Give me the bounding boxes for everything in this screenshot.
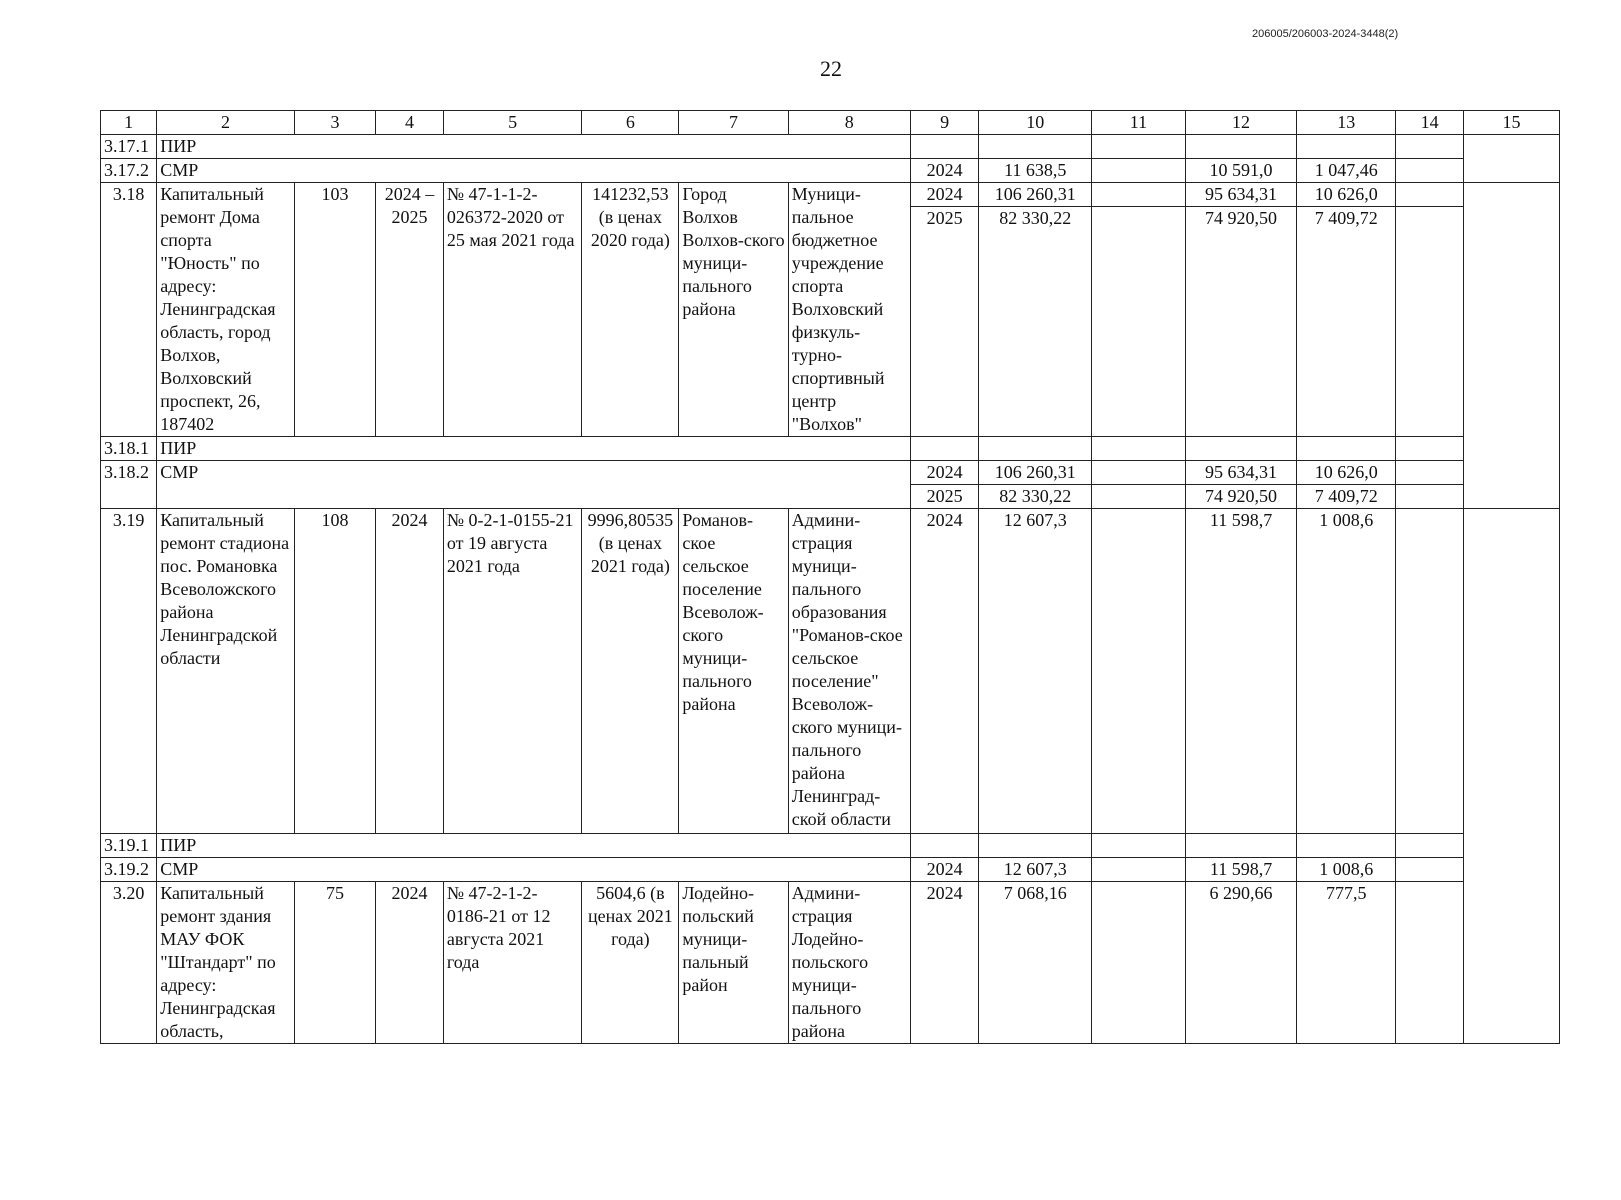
- column-header: 5: [443, 111, 582, 135]
- amount-cell: 11 598,7: [1185, 858, 1297, 882]
- municipality-cell: Романов-ское сельское поселение Всеволож-ского муници-пального района: [679, 509, 788, 834]
- municipality-cell: Лодейно-польский муници-пальный район: [679, 882, 788, 1044]
- expertise-cell: № 47-1-1-2-026372-2020 от 25 мая 2021 года: [443, 183, 582, 437]
- amount-cell: 1 047,46: [1297, 159, 1396, 183]
- row-label: СМР: [157, 858, 910, 882]
- amount-cell: 74 920,50: [1185, 485, 1297, 509]
- column-header: 6: [582, 111, 679, 135]
- document-registration-number: 206005/206003-2024-3448(2): [1252, 28, 1399, 40]
- column-header: 12: [1185, 111, 1297, 135]
- amount-cell: 1 008,6: [1297, 858, 1396, 882]
- capacity-cell: 108: [294, 509, 375, 834]
- period-cell: 2024: [376, 882, 444, 1044]
- row-label: ПИР: [157, 437, 910, 461]
- budget-table: [100, 110, 1560, 1044]
- table-row: [101, 858, 1560, 882]
- table-row: [101, 437, 1560, 461]
- table-row: [101, 834, 1560, 858]
- object-name: Капитальный ремонт стадиона пос. Романовка Всеволожского района Ленинградской области: [157, 509, 295, 834]
- amount-cell: 10 626,0: [1297, 461, 1396, 485]
- column-header: 4: [376, 111, 444, 135]
- municipality-cell: Город Волхов Волхов-ского муници-пального района: [679, 183, 788, 437]
- table-row: [101, 882, 1560, 1044]
- page-number: 22: [820, 56, 842, 81]
- column-header: 8: [788, 111, 910, 135]
- amount-cell: 12 607,3: [979, 858, 1092, 882]
- row-number: 3.18: [101, 183, 157, 437]
- amount-cell: 11 598,7: [1185, 509, 1297, 834]
- expertise-cell: № 0-2-1-0155-21 от 19 августа 2021 года: [443, 509, 582, 834]
- year-cell: 2024: [910, 159, 979, 183]
- year-cell: 2024: [910, 882, 979, 1044]
- capacity-cell: 103: [294, 183, 375, 437]
- amount-cell: 777,5: [1297, 882, 1396, 1044]
- column-header: 2: [157, 111, 295, 135]
- customer-cell: Муници-пальное бюджетное учреждение спорта Волховский физкуль-турно-спортивный центр "Волхов": [788, 183, 910, 437]
- column-header: 13: [1297, 111, 1396, 135]
- period-cell: 2024: [376, 509, 444, 834]
- row-number: 3.18.2: [101, 461, 157, 509]
- customer-cell: Админи-страция муници-пального образования "Романов-ское сельское поселение" Всеволож-ского муници-пального района Ленинград-ской области: [788, 509, 910, 834]
- amount-cell: 7 068,16: [979, 882, 1092, 1044]
- column-header: 1: [101, 111, 157, 135]
- row-number: 3.19.1: [101, 834, 157, 858]
- year-cell: 2024: [910, 183, 979, 207]
- column-header: 7: [679, 111, 788, 135]
- amount-cell: 6 290,66: [1185, 882, 1297, 1044]
- row-label: СМР: [157, 461, 910, 509]
- period-cell: 2024 – 2025: [376, 183, 444, 437]
- year-cell: 2025: [910, 485, 979, 509]
- amount-cell: 12 607,3: [979, 509, 1092, 834]
- year-cell: 2024: [910, 858, 979, 882]
- table-row: [101, 159, 1560, 183]
- row-number: 3.20: [101, 882, 157, 1044]
- amount-cell: 106 260,31: [979, 461, 1092, 485]
- amount-cell: 10 626,0: [1297, 183, 1396, 207]
- amount-cell: 82 330,22: [979, 207, 1092, 437]
- column-header: 10: [979, 111, 1092, 135]
- row-number: 3.19.2: [101, 858, 157, 882]
- row-number: 3.17.2: [101, 159, 157, 183]
- table-header-row: [101, 111, 1560, 135]
- table-row: [101, 509, 1560, 834]
- amount-cell: 11 638,5: [979, 159, 1092, 183]
- column-header: 9: [910, 111, 979, 135]
- amount-cell: 7 409,72: [1297, 485, 1396, 509]
- amount-cell: 106 260,31: [979, 183, 1092, 207]
- amount-cell: 1 008,6: [1297, 509, 1396, 834]
- row-number: 3.19: [101, 509, 157, 834]
- row-number: 3.18.1: [101, 437, 157, 461]
- amount-cell: 95 634,31: [1185, 461, 1297, 485]
- amount-cell: 74 920,50: [1185, 207, 1297, 437]
- year-cell: 2025: [910, 207, 979, 437]
- amount-cell: 82 330,22: [979, 485, 1092, 509]
- amount-cell: 95 634,31: [1185, 183, 1297, 207]
- estimated-cost-cell: 5604,6 (в ценах 2021 года): [582, 882, 679, 1044]
- year-cell: 2024: [910, 509, 979, 834]
- amount-cell: 7 409,72: [1297, 207, 1396, 437]
- row-label: ПИР: [157, 834, 910, 858]
- table-row: [101, 183, 1560, 207]
- row-number: 3.17.1: [101, 135, 157, 159]
- customer-cell: Админи-страция Лодейно-польского муници-пального района: [788, 882, 910, 1044]
- column-header: 11: [1092, 111, 1186, 135]
- column-header: 14: [1396, 111, 1464, 135]
- table-row: [101, 461, 1560, 485]
- expertise-cell: № 47-2-1-2-0186-21 от 12 августа 2021 года: [443, 882, 582, 1044]
- column-header: 15: [1464, 111, 1560, 135]
- estimated-cost-cell: 9996,80535 (в ценах 2021 года): [582, 509, 679, 834]
- column-header: 3: [294, 111, 375, 135]
- amount-cell: 10 591,0: [1185, 159, 1297, 183]
- row-label: СМР: [157, 159, 910, 183]
- object-name: Капитальный ремонт Дома спорта "Юность" по адресу: Ленинградская область, город Волхов, Волховский проспект, 26, 187402: [157, 183, 295, 437]
- estimated-cost-cell: 141232,53 (в ценах 2020 года): [582, 183, 679, 437]
- row-label: ПИР: [157, 135, 910, 159]
- table-row: [101, 135, 1560, 159]
- capacity-cell: 75: [294, 882, 375, 1044]
- year-cell: 2024: [910, 461, 979, 485]
- object-name: Капитальный ремонт здания МАУ ФОК "Штандарт" по адресу: Ленинградская область,: [157, 882, 295, 1044]
